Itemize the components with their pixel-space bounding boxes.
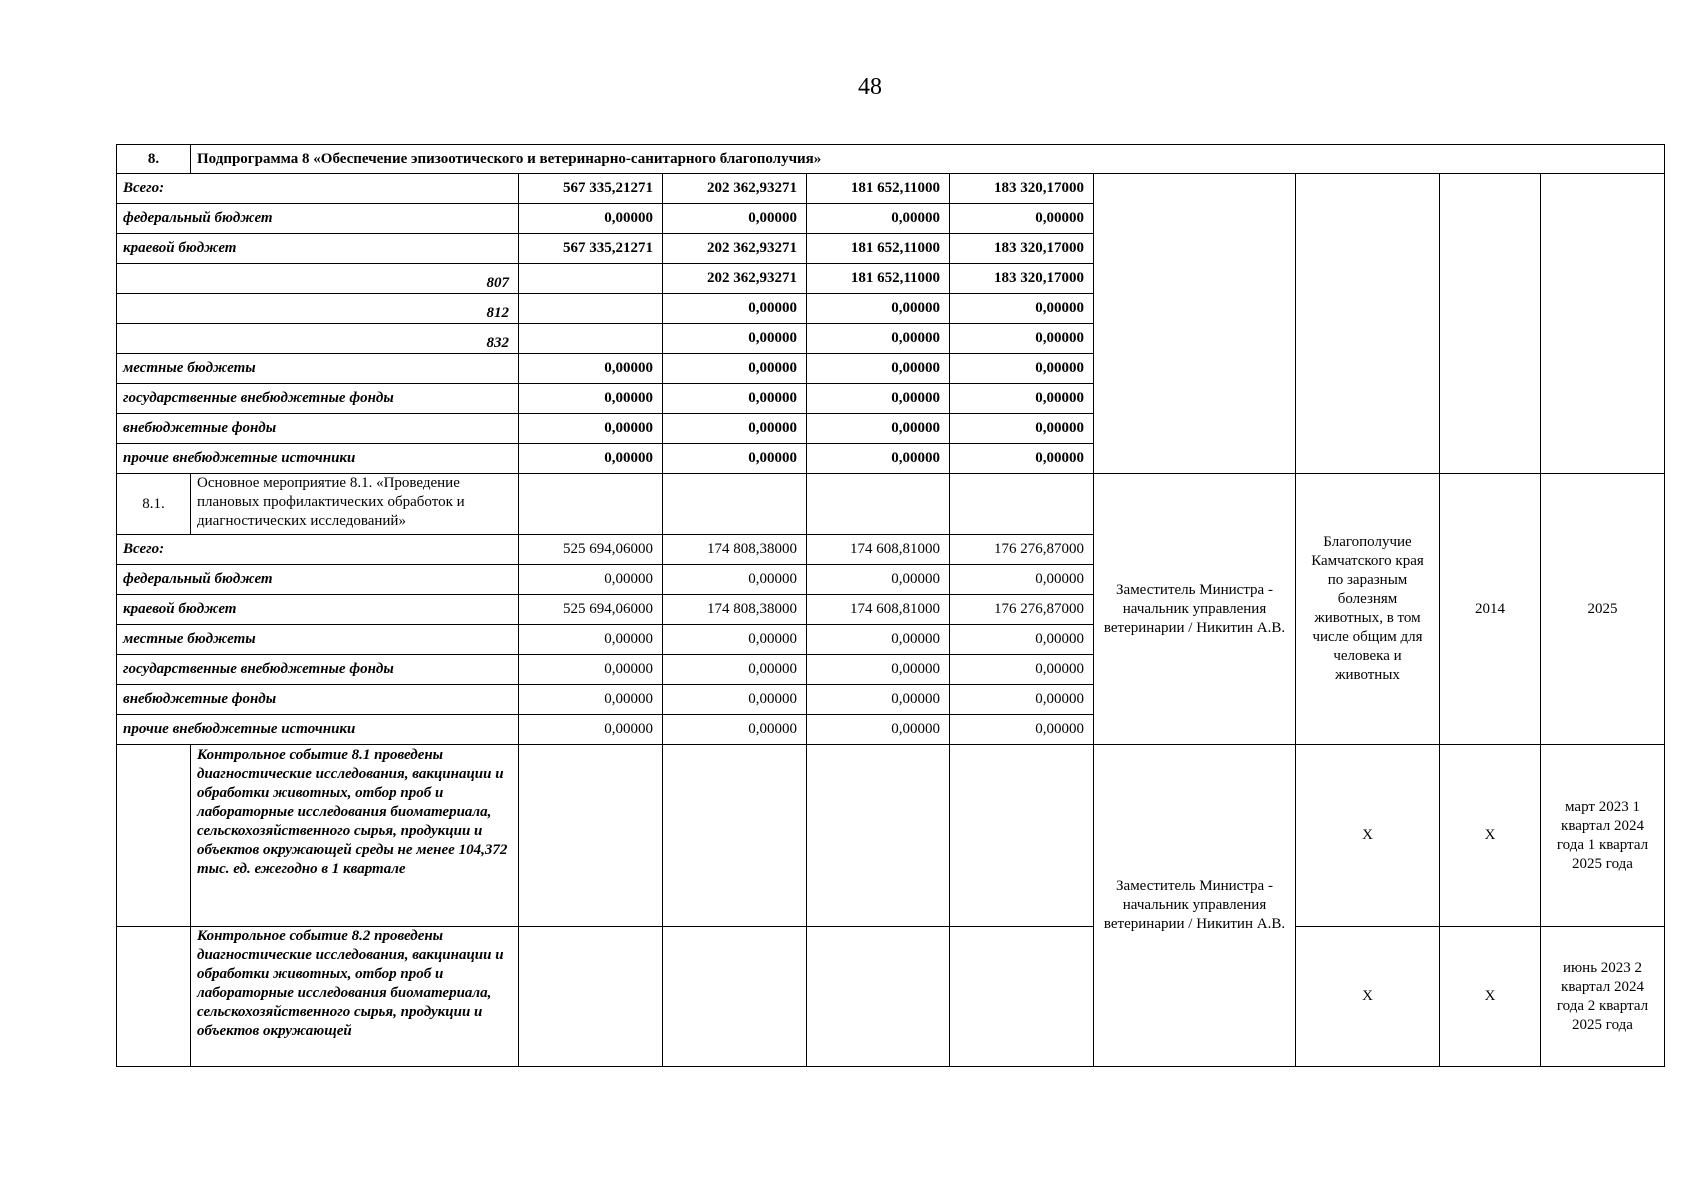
value-cell: 174 608,81000 — [807, 595, 950, 625]
control-event-date: июнь 2023 2 квартал 2024 года 2 квартал 2025 года — [1541, 927, 1665, 1067]
value-cell: 525 694,06000 — [519, 535, 663, 565]
value-cell: 0,00000 — [519, 384, 663, 414]
value-cell: 0,00000 — [807, 625, 950, 655]
empty-cell — [663, 745, 807, 927]
empty-cell — [663, 927, 807, 1067]
value-cell: 202 362,93271 — [663, 234, 807, 264]
measure-end-year: 2025 — [1541, 474, 1665, 745]
value-cell: 0,00000 — [663, 685, 807, 715]
row-label: 807 — [117, 264, 519, 294]
value-cell: 0,00000 — [807, 384, 950, 414]
control-event-start-mark: Х — [1440, 745, 1541, 927]
measure-number: 8.1. — [117, 474, 191, 535]
value-cell: 0,00000 — [519, 565, 663, 595]
value-cell: 0,00000 — [663, 625, 807, 655]
value-cell: 0,00000 — [663, 294, 807, 324]
empty-cell — [807, 745, 950, 927]
row-label: краевой бюджет — [117, 234, 519, 264]
value-cell: 0,00000 — [663, 565, 807, 595]
value-cell: 202 362,93271 — [663, 264, 807, 294]
value-cell — [519, 264, 663, 294]
value-cell: 174 808,38000 — [663, 535, 807, 565]
measure-header-row — [117, 474, 1665, 535]
control-event-text: Контрольное событие 8.1 проведены диагностические исследования, вакцинации и обработки животных, отбор проб и лабораторные исследования биоматериала, сельскохозяйственного сырья, продукции и объектов окружающей среды не менее 104,372 тыс. ед. ежегодно в 1 квартале — [191, 745, 519, 927]
row-label: государственные внебюджетные фонды — [117, 384, 519, 414]
value-cell: 0,00000 — [950, 625, 1094, 655]
subprogram-title: Подпрограмма 8 «Обеспечение эпизоотического и ветеринарно-санитарного благополучия» — [191, 145, 1665, 174]
row-label: прочие внебюджетные источники — [117, 715, 519, 745]
value-cell: 0,00000 — [663, 655, 807, 685]
row-label: Всего: — [117, 174, 519, 204]
value-cell: 0,00000 — [807, 565, 950, 595]
value-cell: 0,00000 — [519, 685, 663, 715]
row-label: местные бюджеты — [117, 625, 519, 655]
empty-cell — [519, 927, 663, 1067]
value-cell: 174 808,38000 — [663, 595, 807, 625]
value-cell: 183 320,17000 — [950, 264, 1094, 294]
row-label: 832 — [117, 324, 519, 354]
value-cell: 176 276,87000 — [950, 595, 1094, 625]
control-event-row — [117, 745, 1665, 927]
row-label: прочие внебюджетные источники — [117, 444, 519, 474]
subprogram-row-total — [117, 174, 1665, 204]
measure-responsible: Заместитель Министра - начальник управления ветеринарии / Никитин А.В. — [1094, 474, 1296, 745]
empty-cell — [950, 927, 1094, 1067]
empty-cell — [1296, 174, 1440, 474]
value-cell: 183 320,17000 — [950, 174, 1094, 204]
empty-cell — [950, 745, 1094, 927]
value-cell: 567 335,21271 — [519, 234, 663, 264]
value-cell: 0,00000 — [950, 294, 1094, 324]
row-label: Всего: — [117, 535, 519, 565]
empty-cell — [519, 745, 663, 927]
value-cell: 0,00000 — [663, 444, 807, 474]
value-cell: 181 652,11000 — [807, 264, 950, 294]
value-cell: 525 694,06000 — [519, 595, 663, 625]
value-cell: 0,00000 — [950, 354, 1094, 384]
control-event-start-mark: Х — [1440, 927, 1541, 1067]
empty-cell — [1440, 174, 1541, 474]
empty-cell — [663, 474, 807, 535]
value-cell: 0,00000 — [519, 354, 663, 384]
value-cell: 0,00000 — [519, 715, 663, 745]
value-cell: 0,00000 — [663, 414, 807, 444]
value-cell: 0,00000 — [663, 715, 807, 745]
row-label: внебюджетные фонды — [117, 685, 519, 715]
page-number: 48 — [858, 74, 882, 100]
value-cell: 0,00000 — [663, 204, 807, 234]
value-cell: 0,00000 — [950, 414, 1094, 444]
value-cell: 0,00000 — [807, 204, 950, 234]
value-cell: 567 335,21271 — [519, 174, 663, 204]
control-event-responsible: Заместитель Министра - начальник управления ветеринарии / Никитин А.В. — [1094, 745, 1296, 1067]
value-cell: 0,00000 — [807, 655, 950, 685]
control-event-row — [117, 927, 1665, 1067]
row-label: государственные внебюджетные фонды — [117, 655, 519, 685]
control-event-text: Контрольное событие 8.2 проведены диагностические исследования, вакцинации и обработки животных, отбор проб и лабораторные исследования биоматериала, сельскохозяйственного сырья, продукции и объектов окружающей — [191, 927, 519, 1067]
value-cell: 0,00000 — [950, 324, 1094, 354]
value-cell: 0,00000 — [807, 685, 950, 715]
value-cell: 0,00000 — [807, 324, 950, 354]
value-cell: 0,00000 — [519, 655, 663, 685]
value-cell: 0,00000 — [950, 444, 1094, 474]
measure-title: Основное мероприятие 8.1. «Проведение плановых профилактических обработок и диагностических исследований» — [191, 474, 519, 535]
value-cell: 0,00000 — [807, 715, 950, 745]
value-cell: 0,00000 — [519, 414, 663, 444]
value-cell: 0,00000 — [950, 204, 1094, 234]
value-cell — [519, 294, 663, 324]
row-label: федеральный бюджет — [117, 565, 519, 595]
row-label: краевой бюджет — [117, 595, 519, 625]
empty-cell — [519, 474, 663, 535]
empty-cell — [807, 927, 950, 1067]
value-cell: 0,00000 — [950, 715, 1094, 745]
row-label: местные бюджеты — [117, 354, 519, 384]
value-cell: 176 276,87000 — [950, 535, 1094, 565]
value-cell: 202 362,93271 — [663, 174, 807, 204]
empty-cell — [117, 745, 191, 927]
value-cell: 0,00000 — [663, 354, 807, 384]
value-cell — [519, 324, 663, 354]
empty-cell — [1541, 174, 1665, 474]
control-event-result-mark: Х — [1296, 927, 1440, 1067]
subprogram-header-row — [117, 145, 1665, 174]
value-cell: 181 652,11000 — [807, 174, 950, 204]
value-cell: 0,00000 — [519, 625, 663, 655]
measure-start-year: 2014 — [1440, 474, 1541, 745]
empty-cell — [950, 474, 1094, 535]
value-cell: 0,00000 — [807, 354, 950, 384]
value-cell: 0,00000 — [950, 655, 1094, 685]
value-cell: 0,00000 — [807, 294, 950, 324]
measure-result: Благополучие Камчатского края по заразным болезням животных, в том числе общим для человека и животных — [1296, 474, 1440, 745]
row-label: федеральный бюджет — [117, 204, 519, 234]
value-cell: 0,00000 — [519, 444, 663, 474]
empty-cell — [807, 474, 950, 535]
program-table — [116, 144, 1665, 1067]
value-cell: 181 652,11000 — [807, 234, 950, 264]
value-cell: 0,00000 — [950, 384, 1094, 414]
value-cell: 0,00000 — [807, 444, 950, 474]
value-cell: 183 320,17000 — [950, 234, 1094, 264]
value-cell: 174 608,81000 — [807, 535, 950, 565]
empty-cell — [117, 927, 191, 1067]
empty-cell — [1094, 174, 1296, 474]
control-event-result-mark: Х — [1296, 745, 1440, 927]
value-cell: 0,00000 — [519, 204, 663, 234]
subprogram-number: 8. — [117, 145, 191, 174]
control-event-date: март 2023 1 квартал 2024 года 1 квартал 2025 года — [1541, 745, 1665, 927]
row-label: внебюджетные фонды — [117, 414, 519, 444]
value-cell: 0,00000 — [950, 685, 1094, 715]
value-cell: 0,00000 — [950, 565, 1094, 595]
value-cell: 0,00000 — [663, 384, 807, 414]
value-cell: 0,00000 — [663, 324, 807, 354]
row-label: 812 — [117, 294, 519, 324]
value-cell: 0,00000 — [807, 414, 950, 444]
